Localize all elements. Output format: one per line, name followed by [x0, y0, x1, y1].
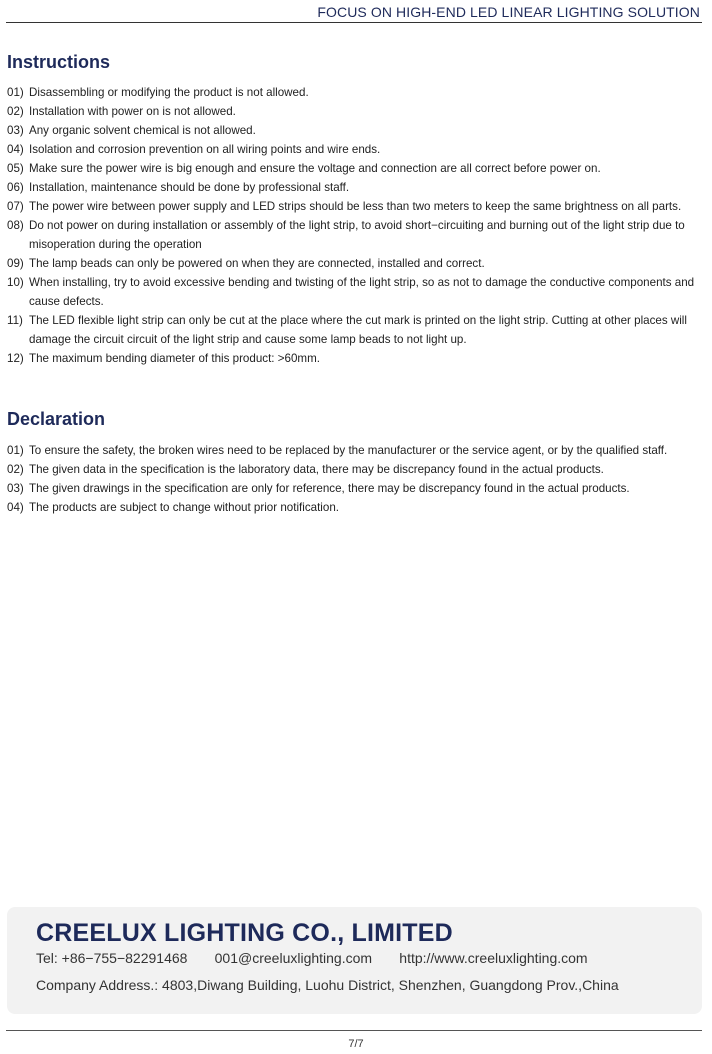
- company-name: CREELUX LIGHTING CO., LIMITED: [36, 919, 453, 947]
- item-text: Disassembling or modifying the product is not allowed.: [29, 86, 309, 99]
- item-text: The power wire between power supply and LED strips should be less than two meters to keep the same brightness on all parts.: [29, 200, 682, 213]
- item-text: The lamp beads can only be powered on when they are connected, installed and correct.: [29, 257, 485, 270]
- page-header-title: FOCUS ON HIGH-END LED LINEAR LIGHTING SOLUTION: [317, 4, 700, 20]
- instruction-item: [7, 178, 702, 197]
- item-number: 01): [7, 86, 24, 99]
- item-text: The products are subject to change without prior notification.: [29, 501, 339, 514]
- item-number: 08): [7, 219, 24, 232]
- instruction-item: [7, 102, 702, 121]
- item-text: Isolation and corrosion prevention on all wiring points and wire ends.: [29, 143, 381, 156]
- instruction-item: [7, 349, 702, 368]
- instruction-item: [7, 216, 702, 254]
- item-text: Installation, maintenance should be done by professional staff.: [29, 181, 350, 194]
- declaration-item: [7, 460, 702, 479]
- instruction-item: [7, 311, 702, 349]
- item-number: 10): [7, 276, 24, 289]
- instruction-item: [7, 121, 702, 140]
- instruction-item: [7, 140, 702, 159]
- item-number: 04): [7, 501, 24, 514]
- item-number: 02): [7, 105, 24, 118]
- item-number: 07): [7, 200, 24, 213]
- item-text: Make sure the power wire is big enough and ensure the voltage and connection are all correct before power on.: [29, 162, 601, 175]
- item-text: The given drawings in the specification are only for reference, there may be discrepancy found in the actual products.: [29, 482, 630, 495]
- instructions-list: [7, 83, 702, 368]
- item-number: 12): [7, 352, 24, 365]
- declaration-heading: Declaration: [7, 409, 106, 429]
- instruction-item: [7, 197, 702, 216]
- item-number: 06): [7, 181, 24, 194]
- item-number: 01): [7, 444, 24, 457]
- company-address: Company Address.: 4803,Diwang Building, Luohu District, Shenzhen, Guangdong Prov.,China: [36, 977, 619, 993]
- item-text: The given data in the specification is the laboratory data, there may be discrepancy found in the actual products.: [29, 463, 604, 476]
- instruction-item: [7, 159, 702, 178]
- instruction-item: [7, 273, 702, 311]
- instruction-item: [7, 83, 702, 102]
- item-number: 11): [7, 314, 23, 327]
- item-number: 09): [7, 257, 24, 270]
- item-text: To ensure the safety, the broken wires need to be replaced by the manufacturer or the service agent, or by the qualified staff.: [29, 444, 668, 457]
- declaration-item: [7, 441, 702, 460]
- item-text: Do not power on during installation or assembly of the light strip, to avoid short−circuiting and burning out of the light strip due to misoperation during the operation: [29, 219, 685, 251]
- item-text: Any organic solvent chemical is not allowed.: [29, 124, 256, 137]
- footer-divider: [6, 1030, 702, 1031]
- footer-contact-box: [7, 907, 702, 1014]
- instructions-heading: Instructions: [7, 52, 111, 72]
- item-number: 05): [7, 162, 24, 175]
- declaration-item: [7, 498, 702, 517]
- item-number: 04): [7, 143, 24, 156]
- item-text: Installation with power on is not allowed.: [29, 105, 236, 118]
- item-number: 03): [7, 482, 24, 495]
- declaration-item: [7, 479, 702, 498]
- item-text: When installing, try to avoid excessive bending and twisting of the light strip, so as not to damage the conductive components and cause defects.: [29, 276, 695, 308]
- header-divider: [6, 22, 702, 23]
- item-text: The LED flexible light strip can only be cut at the place where the cut mark is printed on the light strip. Cutting at other places will damage the circuit circuit of the light strip and cause some lamp beads to not light up.: [29, 314, 687, 346]
- contact-line: Tel: +86−755−82291468 001@creeluxlighting.com http://www.creeluxlighting.com: [36, 950, 588, 966]
- instruction-item: [7, 254, 702, 273]
- declaration-list: [7, 441, 702, 517]
- item-number: 02): [7, 463, 24, 476]
- item-text: The maximum bending diameter of this product: >60mm.: [29, 352, 320, 365]
- page-number: 7/7: [348, 1038, 364, 1050]
- item-number: 03): [7, 124, 24, 137]
